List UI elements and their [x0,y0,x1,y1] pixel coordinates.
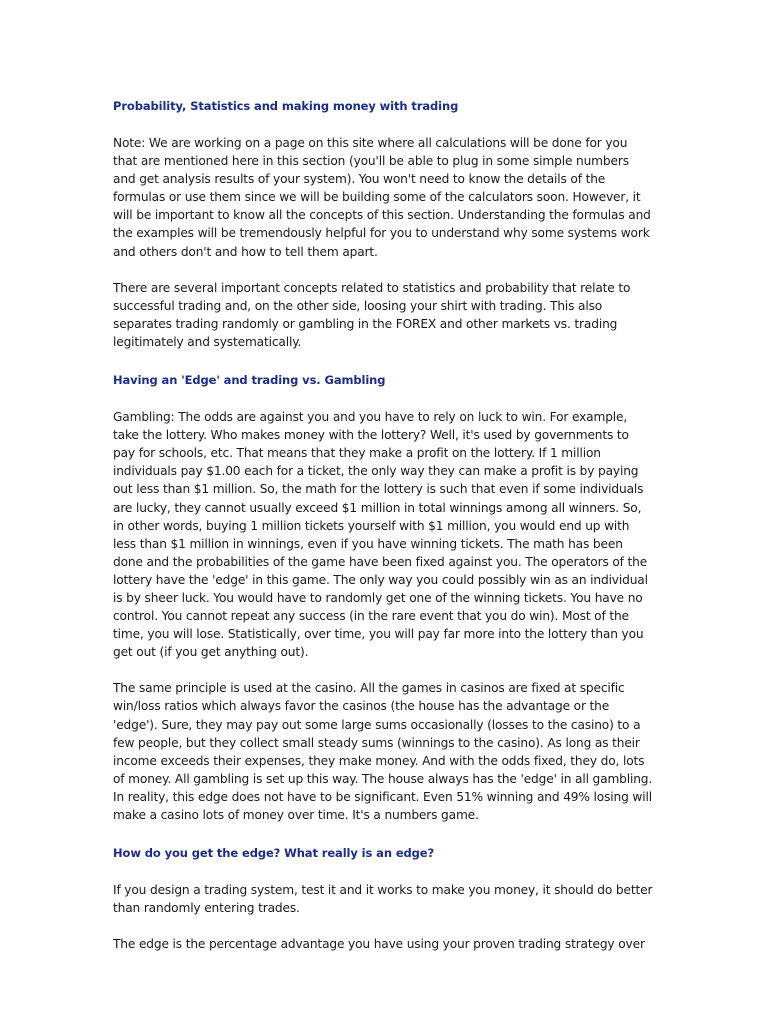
paragraph-gambling: Gambling: The odds are against you and you have to rely on luck to win. For example, take the lottery. Who makes money with the lottery? Well, it's used by governments to pay for schools, etc. That means that they make a profit on the lottery. If 1 million individuals pay $1.00 each for a ticket, the only way they can make a profit is by paying out less than $1 million. So, the math for the lottery is such that even if some individuals are lucky, they cannot usually exceed $1 million in total winnings among all winners. So, in other words, buying 1 million tickets yourself with $1 million, you would end up with less than $1 million in winnings, even if you have winning tickets. The math has been done and the probabilities of the game have been fixed against you. The operators of the lottery have the 'edge' in this game. The only way you could possibly win as an individual is by sheer luck. You would have to randomly get one of the winning tickets. You have no control. You cannot repeat any success (in the rare event that you do win). Most of the time, you will lose. Statistically, over time, you will pay far more into the lottery than you get out (if you get anything out). [113,410,648,660]
document-title: Probability, Statistics and making money with trading [113,99,459,113]
paragraph-note: Note: We are working on a page on this site where all calculations will be done for you that are mentioned here in this section (you'll be able to plug in some simple numbers and get analysis results of your system). You won't need to know the details of the formulas or use them since we will be building some of the calculators soon. However, it will be important to know all the concepts of this section. Understanding the formulas and the examples will be tremendously helpful for you to understand why some systems work and others don't and how to tell them apart. [113,136,651,259]
section-heading-get-edge: How do you get the edge? What really is an edge? [113,846,435,861]
paragraph-concepts: There are several important concepts related to statistics and probability that relate to successful trading and, on the other side, loosing your shirt with trading. This also separates trading randomly or gambling in the FOREX and other markets vs. trading legitimately and systematically. [113,280,631,349]
document-page [113,97,653,971]
paragraph-casino: The same principle is used at the casino. All the games in casinos are fixed at specific win/loss ratios which always favor the casinos (the house has the advantage or the 'edge'). Sure, they may pay out some large sums occasionally (losses to the casino) to a few people, but they collect small steady sums (winnings to the casino). As long as their income exceeds their expenses, they make money. And with the odds fixed, they do, lots of money. All gambling is set up this way. The house always has the 'edge' in all gambling. In reality, this edge does not have to be significant. Even 51% winning and 49% losing will make a casino lots of money over time. It's a numbers game. [113,681,653,822]
section-heading-edge-vs-gambling: Having an 'Edge' and trading vs. Gambling [113,373,386,388]
paragraph-edge-definition: The edge is the percentage advantage you have using your proven trading strategy over [113,937,645,952]
paragraph-trading-system: If you design a trading system, test it and it works to make you money, it should do better than randomly entering trades. [113,883,653,916]
